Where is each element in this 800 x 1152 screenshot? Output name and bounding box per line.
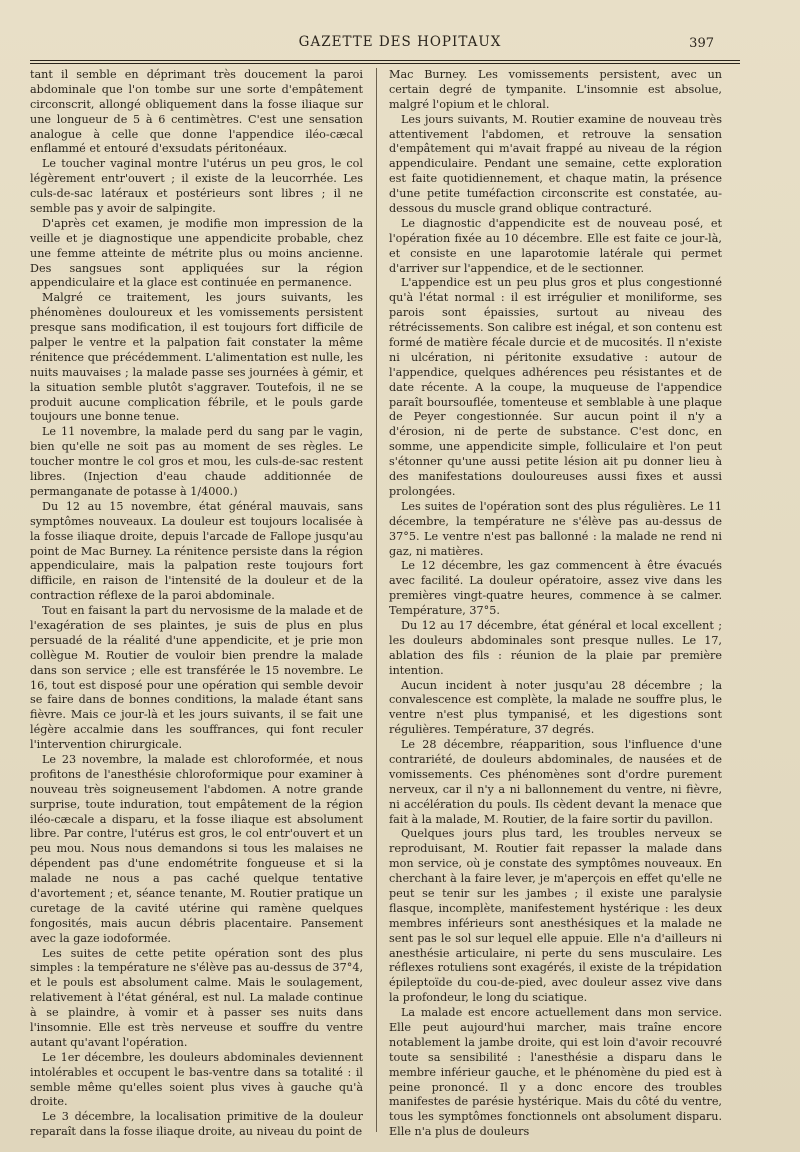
paragraph: Le 28 décembre, réapparition, sous l'influence d'une contrariété, de douleurs abdominales, de nausées et de vomissements. Ces phénomènes sont d'ordre purement nerveux, car il n'y a ni ballonnement du ventre, ni fièvre, ni accélération du pouls. Ils cèdent devant la menace que fait à la malade, M. Routier, de la faire sortir du pavillon. [389,738,722,826]
journal-title: GAZETTE DES HOPITAUX [298,34,502,50]
paragraph: Du 12 au 17 décembre, état général et local excellent ; les douleurs abdominales sont presque nulles. Le 17, ablation des fils : réunion de la plaie par première intention. [389,618,722,677]
left-column [30,68,363,1140]
column-divider [376,68,377,1132]
paragraph: Le 1er décembre, les douleurs abdominales deviennent intolérables et occupent le bas-ventre dans sa totalité : il semble même qu'elles soient plus vives à gauche qu'à droite. [30,1050,363,1109]
paragraph: Le 11 novembre, la malade perd du sang par le vagin, bien qu'elle ne soit pas au moment de ses règles. Le toucher montre le col gros et mou, les culs-de-sac restent libres. (Injection d'eau chaude additionnée de permanganate de potasse à 1/4000.) [30,425,363,498]
page-number: 397 [689,36,714,51]
paragraph: Le 3 décembre, la localisation primitive de la douleur reparaît dans la fosse iliaque droite, au niveau du point de [30,1110,363,1139]
paragraph: Le diagnostic d'appendicite est de nouveau posé, et l'opération fixée au 10 décembre. Elle est faite ce jour-là, et consiste en une laparotomie latérale qui permet d'arriver sur l'appendice, et de le sectionner. [389,216,722,275]
paragraph: Le toucher vaginal montre l'utérus un peu gros, le col légèrement entr'ouvert ; il existe de la leucorrhée. Les culs-de-sac latéraux et postérieurs sont libres ; il ne semble pas y avoir de salpingite. [30,157,363,216]
paragraph: Quelques jours plus tard, les troubles nerveux se reproduisant, M. Routier fait repasser la malade dans mon service, où je constate des symptômes nouveaux. En cherchant à la faire lever, je m'aperçois en effet qu'elle ne peut se tenir sur les jambes ; il existe une paralysie flasque, incomplète, manifestement hystérique : les deux membres inférieurs sont anesthésiques et la malade ne sent pas le sol sur lequel elle appuie. Elle n'a d'ailleurs ni anesthésie articulaire, ni perte du sens musculaire. Les réflexes rotuliens sont exagérés, il existe de la trépidation épileptoïde du cou-de-pied, avec douleur assez vive dans la profondeur, le long du sciatique. [389,827,722,1005]
page-header [20,34,780,56]
paragraph: Les suites de cette petite opération sont des plus simples : la température ne s'élève pas au-dessus de 37°4, et le pouls est absolument calme. Mais le soulagement, relativement à l'état général, est nul. La malade continue à se plaindre, à vomir et à passer ses nuits dans l'insomnie. Elle est très nerveuse et souffre du ventre autant qu'avant l'opération. [30,946,363,1049]
paragraph: Les suites de l'opération sont des plus régulières. Le 11 décembre, la température ne s'élève pas au-dessus de 37°5. Le ventre n'est pas ballonné : la malade ne rend ni gaz, ni matières. [389,499,722,558]
header-rule-thick [30,60,740,61]
right-column [389,68,722,1140]
paragraph: tant il semble en déprimant très doucement la paroi abdominale que l'on tombe sur une sorte d'empâtement circonscrit, allongé obliquement dans la fosse iliaque sur une longueur de 5 à 6 centimètres. C'est une sensation analogue à celle que donne l'appendice iléo-cæcal enflammé et entouré d'exsudats péritonéaux. [30,68,363,156]
paragraph: Aucun incident à noter jusqu'au 28 décembre ; la convalescence est complète, la malade ne souffre plus, le ventre n'est plus tympanisé, et les digestions sont régulières. Température, 37 degrés. [389,678,722,737]
paragraph: L'appendice est un peu plus gros et plus congestionné qu'à l'état normal : il est irrégulier et moniliforme, ses parois sont épaissies, surtout au niveau des rétrécissements. Son calibre est inégal, et son contenu est formé de matière fécale durcie et de mucosités. Il n'existe ni ulcération, ni péritonite exsudative : autour de l'appendice, quelques adhérences peu résistantes et de date récente. A la coupe, la muqueuse de l'appendice paraît boursouflée, tomenteuse et semblable à une plaque de Peyer congestionnée. Sur aucun point il n'y a d'érosion, ni de perte de substance. C'est donc, en somme, une appendicite simple, folliculaire et l'on peut s'étonner qu'une aussi petite lésion ait pu donner lieu à des manifestations douloureuses aussi fixes et aussi prolongées. [389,276,722,498]
paragraph: D'après cet examen, je modifie mon impression de la veille et je diagnostique une appendicite probable, chez une femme atteinte de métrite plus ou moins ancienne. Des sangsues sont appliquées sur la région appendiculaire et la glace est continuée en permanence. [30,216,363,290]
paragraph: Les jours suivants, M. Routier examine de nouveau très attentivement l'abdomen, et retrouve la sensation d'empâtement qui m'avait frappé au niveau de la région appendiculaire. Pendant une semaine, cette exploration est faite quotidiennement, et chaque matin, la présence d'une petite tuméfaction circonscrite est constatée, au-dessous du muscle grand oblique contracturé. [389,112,722,216]
paragraph: La malade est encore actuellement dans mon service. Elle peut aujourd'hui marcher, mais traîne encore notablement la jambe droite, qui est loin d'avoir recouvré toute sa sensibilité : l'anesthésie a disparu dans le membre inférieur gauche, et le phénomène du pied est à peine prononcé. Il y a donc encore des troubles manifestes de parésie hystérique. Mais du côté du ventre, tous les symptômes fonctionnels ont absolument disparu. Elle n'a plus de douleurs [389,1006,722,1139]
header-rule-thin [30,63,740,64]
paragraph: Malgré ce traitement, les jours suivants, les phénomènes douloureux et les vomissements persistent presque sans modification, il est toujours fort difficile de palper le ventre et la palpation fait constater la même rénitence que précédemment. L'alimentation est nulle, les nuits mauvaises ; la malade passe ses journées à gémir, et la situation semble plutôt s'aggraver. Toutefois, il ne se produit aucune complication fébrile, et le pouls garde toujours une bonne tenue. [30,291,363,424]
paragraph: Le 12 décembre, les gaz commencent à être évacués avec facilité. La douleur opératoire, assez vive dans les premières vingt-quatre heures, commence à se calmer. Température, 37°5. [389,559,722,618]
paragraph: Du 12 au 15 novembre, état général mauvais, sans symptômes nouveaux. La douleur est toujours localisée à la fosse iliaque droite, depuis l'arcade de Fallope jusqu'au point de Mac Burney. La rénitence persiste dans la région appendiculaire, mais la palpation reste toujours fort difficile, en raison de l'intensité de la douleur et de la contraction réflexe de la paroi abdominale. [30,499,363,603]
paragraph: Tout en faisant la part du nervosisme de la malade et de l'exagération de ses plaintes, je suis de plus en plus persuadé de la réalité d'une appendicite, et je prie mon collègue M. Routier de vouloir bien prendre la malade dans son service ; elle est transférée le 15 novembre. Le 16, tout est disposé pour une opération qui semble devoir se faire dans de bonnes conditions, la malade étant sans fièvre. Mais ce jour-là et les jours suivants, il se fait une légère accalmie dans les souffrances, qui font reculer l'intervention chirurgicale. [30,604,363,752]
paragraph: Mac Burney. Les vomissements persistent, avec un certain degré de tympanite. L'insomnie est absolue, malgré l'opium et le chloral. [389,68,722,111]
paragraph: Le 23 novembre, la malade est chloroformée, et nous profitons de l'anesthésie chloroformique pour examiner à nouveau très soigneusement l'abdomen. A notre grande surprise, toute induration, tout empâtement de la région iléo-cæcale a disparu, et la fosse iliaque est absolument libre. Par contre, l'utérus est gros, le col entr'ouvert et un peu mou. Nous nous demandons si tous les malaises ne dépendent pas d'une endométrite fongueuse et si la malade ne nous a pas caché quelque tentative d'avortement ; et, séance tenante, M. Routier pratique un curetage de la cavité utérine qui ramène quelques fongosités, mais aucun débris placentaire. Pansement avec la gaze iodoformée. [30,752,363,945]
